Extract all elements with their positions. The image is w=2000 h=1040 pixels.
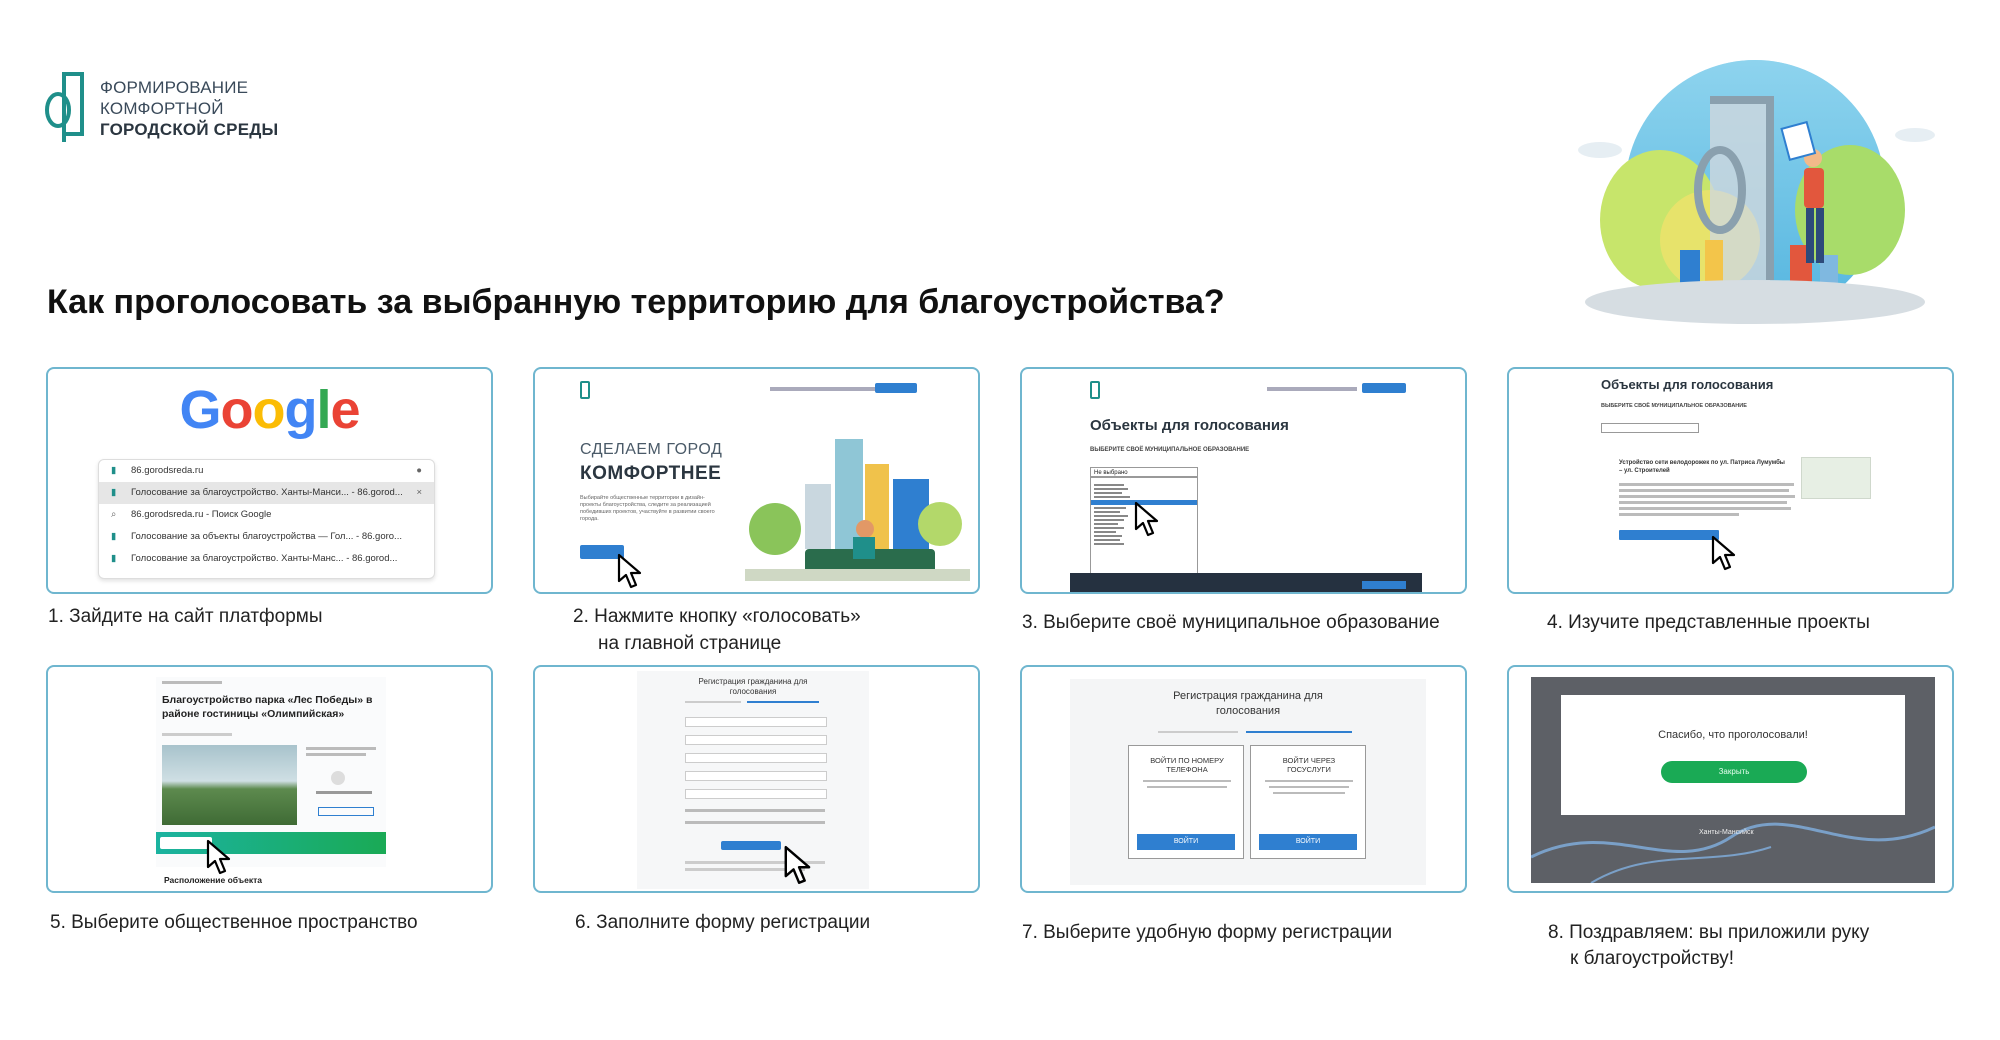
project-map-thumbnail: [1801, 457, 1871, 499]
cursor-icon: [1711, 535, 1737, 571]
logo-icon: [42, 70, 88, 146]
city-label: Ханты-Мансийск: [1699, 829, 1754, 836]
logo-line-1: ФОРМИРОВАНИЕ: [100, 77, 249, 97]
mini-nav-button: [875, 383, 917, 393]
project-button[interactable]: [1619, 530, 1719, 540]
step-8-screenshot: [1507, 665, 1954, 893]
step-3-screenshot: [1020, 367, 1467, 594]
cursor-icon: [783, 845, 813, 885]
step-3-caption: 3. Выберите своё муниципальное образование: [1022, 612, 1440, 633]
brand-logo: [42, 70, 278, 146]
registration-panel: [1070, 679, 1426, 885]
page-title: Как проголосовать за выбранную территорию для благоустройства?: [47, 283, 1225, 321]
suggestion-row[interactable]: ⌕ 86.gorodsreda.ru - Поиск Google: [99, 504, 434, 526]
mini-logo: [1090, 381, 1100, 399]
step-2-screenshot: [533, 367, 980, 594]
footer-button: [1362, 581, 1406, 589]
google-suggestions: [98, 459, 435, 579]
section-title: Объекты для голосования: [1090, 417, 1289, 434]
form-field[interactable]: [685, 771, 827, 781]
step-4-caption: 4. Изучите представленные проекты: [1547, 612, 1870, 633]
suggestion-row[interactable]: ▮ 86.gorodsreda.ru ●: [99, 460, 434, 482]
step-4-screenshot: [1507, 367, 1954, 594]
step-8-caption: 8. Поздравляем: вы приложили руку: [1548, 922, 1870, 943]
step-7-screenshot: [1020, 665, 1467, 893]
site-icon: ▮: [111, 487, 117, 498]
logo-line-3: ГОРОДСКОЙ СРЕДЫ: [100, 119, 279, 139]
cursor-icon: [617, 553, 643, 589]
form-title: Регистрация гражданина для голосования: [698, 677, 808, 696]
thanks-message: Спасибо, что проголосовали!: [1658, 729, 1808, 741]
hero-line-2: КОМФОРТНЕЕ: [580, 463, 722, 484]
mini-nav-button: [1362, 383, 1406, 393]
suggestion-row[interactable]: ▮ Голосование за благоустройство. Ханты-Манси... - 86.gorod... ×: [99, 482, 434, 504]
registration-form: [637, 671, 869, 889]
section-subtitle: ВЫБЕРИТЕ СВОЁ МУНИЦИПАЛЬНОЕ ОБРАЗОВАНИЕ: [1601, 403, 1747, 409]
google-logo: Google: [179, 380, 360, 440]
panel-title: Регистрация гражданина для голосования: [1173, 690, 1323, 717]
hero-line-1: СДЕЛАЕМ ГОРОД: [580, 441, 723, 458]
site-icon: ▮: [111, 531, 117, 542]
city-illustration: [745, 409, 970, 589]
step-6-screenshot: [533, 665, 980, 893]
cursor-icon: [206, 839, 232, 875]
vote-button[interactable]: [160, 837, 212, 849]
submit-button[interactable]: [721, 841, 781, 850]
suggestion-row[interactable]: ▮ Голосование за объекты благоустройства — Гол... - 86.goro...: [99, 526, 434, 548]
step-1-caption: 1. Зайдите на сайт платформы: [48, 606, 323, 627]
phone-login-option[interactable]: ВОЙТИ ПО НОМЕРУ ТЕЛЕФОНА ВОЙТИ: [1128, 745, 1244, 859]
avatar: [331, 771, 345, 785]
mini-logo: [580, 381, 590, 399]
remove-icon[interactable]: ×: [416, 487, 422, 498]
section-subtitle: ВЫБЕРИТЕ СВОЁ МУНИЦИПАЛЬНОЕ ОБРАЗОВАНИЕ: [1090, 447, 1250, 453]
step-1-screenshot: [46, 367, 493, 594]
hero-illustration: [1560, 40, 1950, 340]
location-heading: Расположение объекта: [164, 875, 262, 885]
hero-body: Выбирайте общественные территории в дизайн-проекты благоустройства, следите за реализацией победивших проектов, участвуйте в развитии своего города.: [580, 495, 715, 522]
support-button[interactable]: [318, 807, 374, 816]
site-icon: ▮: [111, 465, 117, 476]
mini-nav: [770, 387, 890, 391]
thanks-dialog: [1561, 695, 1905, 815]
search-icon: ⌕: [111, 509, 117, 520]
municipality-select[interactable]: Не выбрано: [1090, 467, 1198, 477]
step-8-caption-line-2: к благоустройству!: [1570, 948, 1735, 969]
step-2-caption-line-2: на главной странице: [598, 633, 782, 654]
form-field[interactable]: [685, 753, 827, 763]
mic-icon: ●: [416, 465, 422, 476]
mini-nav: [1267, 387, 1357, 391]
gosuslugi-login-option[interactable]: ВОЙТИ ЧЕРЕЗ ГОСУСЛУГИ ВОЙТИ: [1250, 745, 1366, 859]
step-2-caption: 2. Нажмите кнопку «голосовать»: [573, 606, 861, 627]
phone-login-button[interactable]: ВОЙТИ: [1137, 834, 1235, 850]
project-photo: [162, 745, 297, 825]
project-card[interactable]: [1601, 457, 1881, 557]
step-7-caption: 7. Выберите удобную форму регистрации: [1022, 922, 1393, 943]
site-icon: ▮: [111, 553, 117, 564]
form-field[interactable]: [685, 789, 827, 799]
suggestion-row[interactable]: ▮ Голосование за благоустройство. Ханты-Манс... - 86.gorod...: [99, 548, 434, 570]
gosuslugi-login-button[interactable]: ВОЙТИ: [1259, 834, 1357, 850]
section-title: Объекты для голосования: [1601, 377, 1774, 392]
municipality-select[interactable]: [1601, 423, 1699, 433]
form-field[interactable]: [685, 735, 827, 745]
step-6-caption: 6. Заполните форму регистрации: [575, 912, 871, 933]
project-title: Устройство сети велодорожек по ул. Патриса Лумумбы – ул. Строителей: [1619, 460, 1785, 474]
step-5-caption: 5. Выберите общественное пространство: [50, 912, 418, 933]
form-field[interactable]: [685, 717, 827, 727]
project-title: Благоустройство парка «Лес Победы» в районе гостиницы «Олимпийская»: [162, 694, 373, 720]
cursor-icon: [1134, 501, 1160, 537]
step-5-screenshot: [46, 665, 493, 893]
close-button[interactable]: Закрыть: [1661, 761, 1807, 783]
logo-line-2: КОМФОРТНОЙ: [100, 98, 224, 118]
